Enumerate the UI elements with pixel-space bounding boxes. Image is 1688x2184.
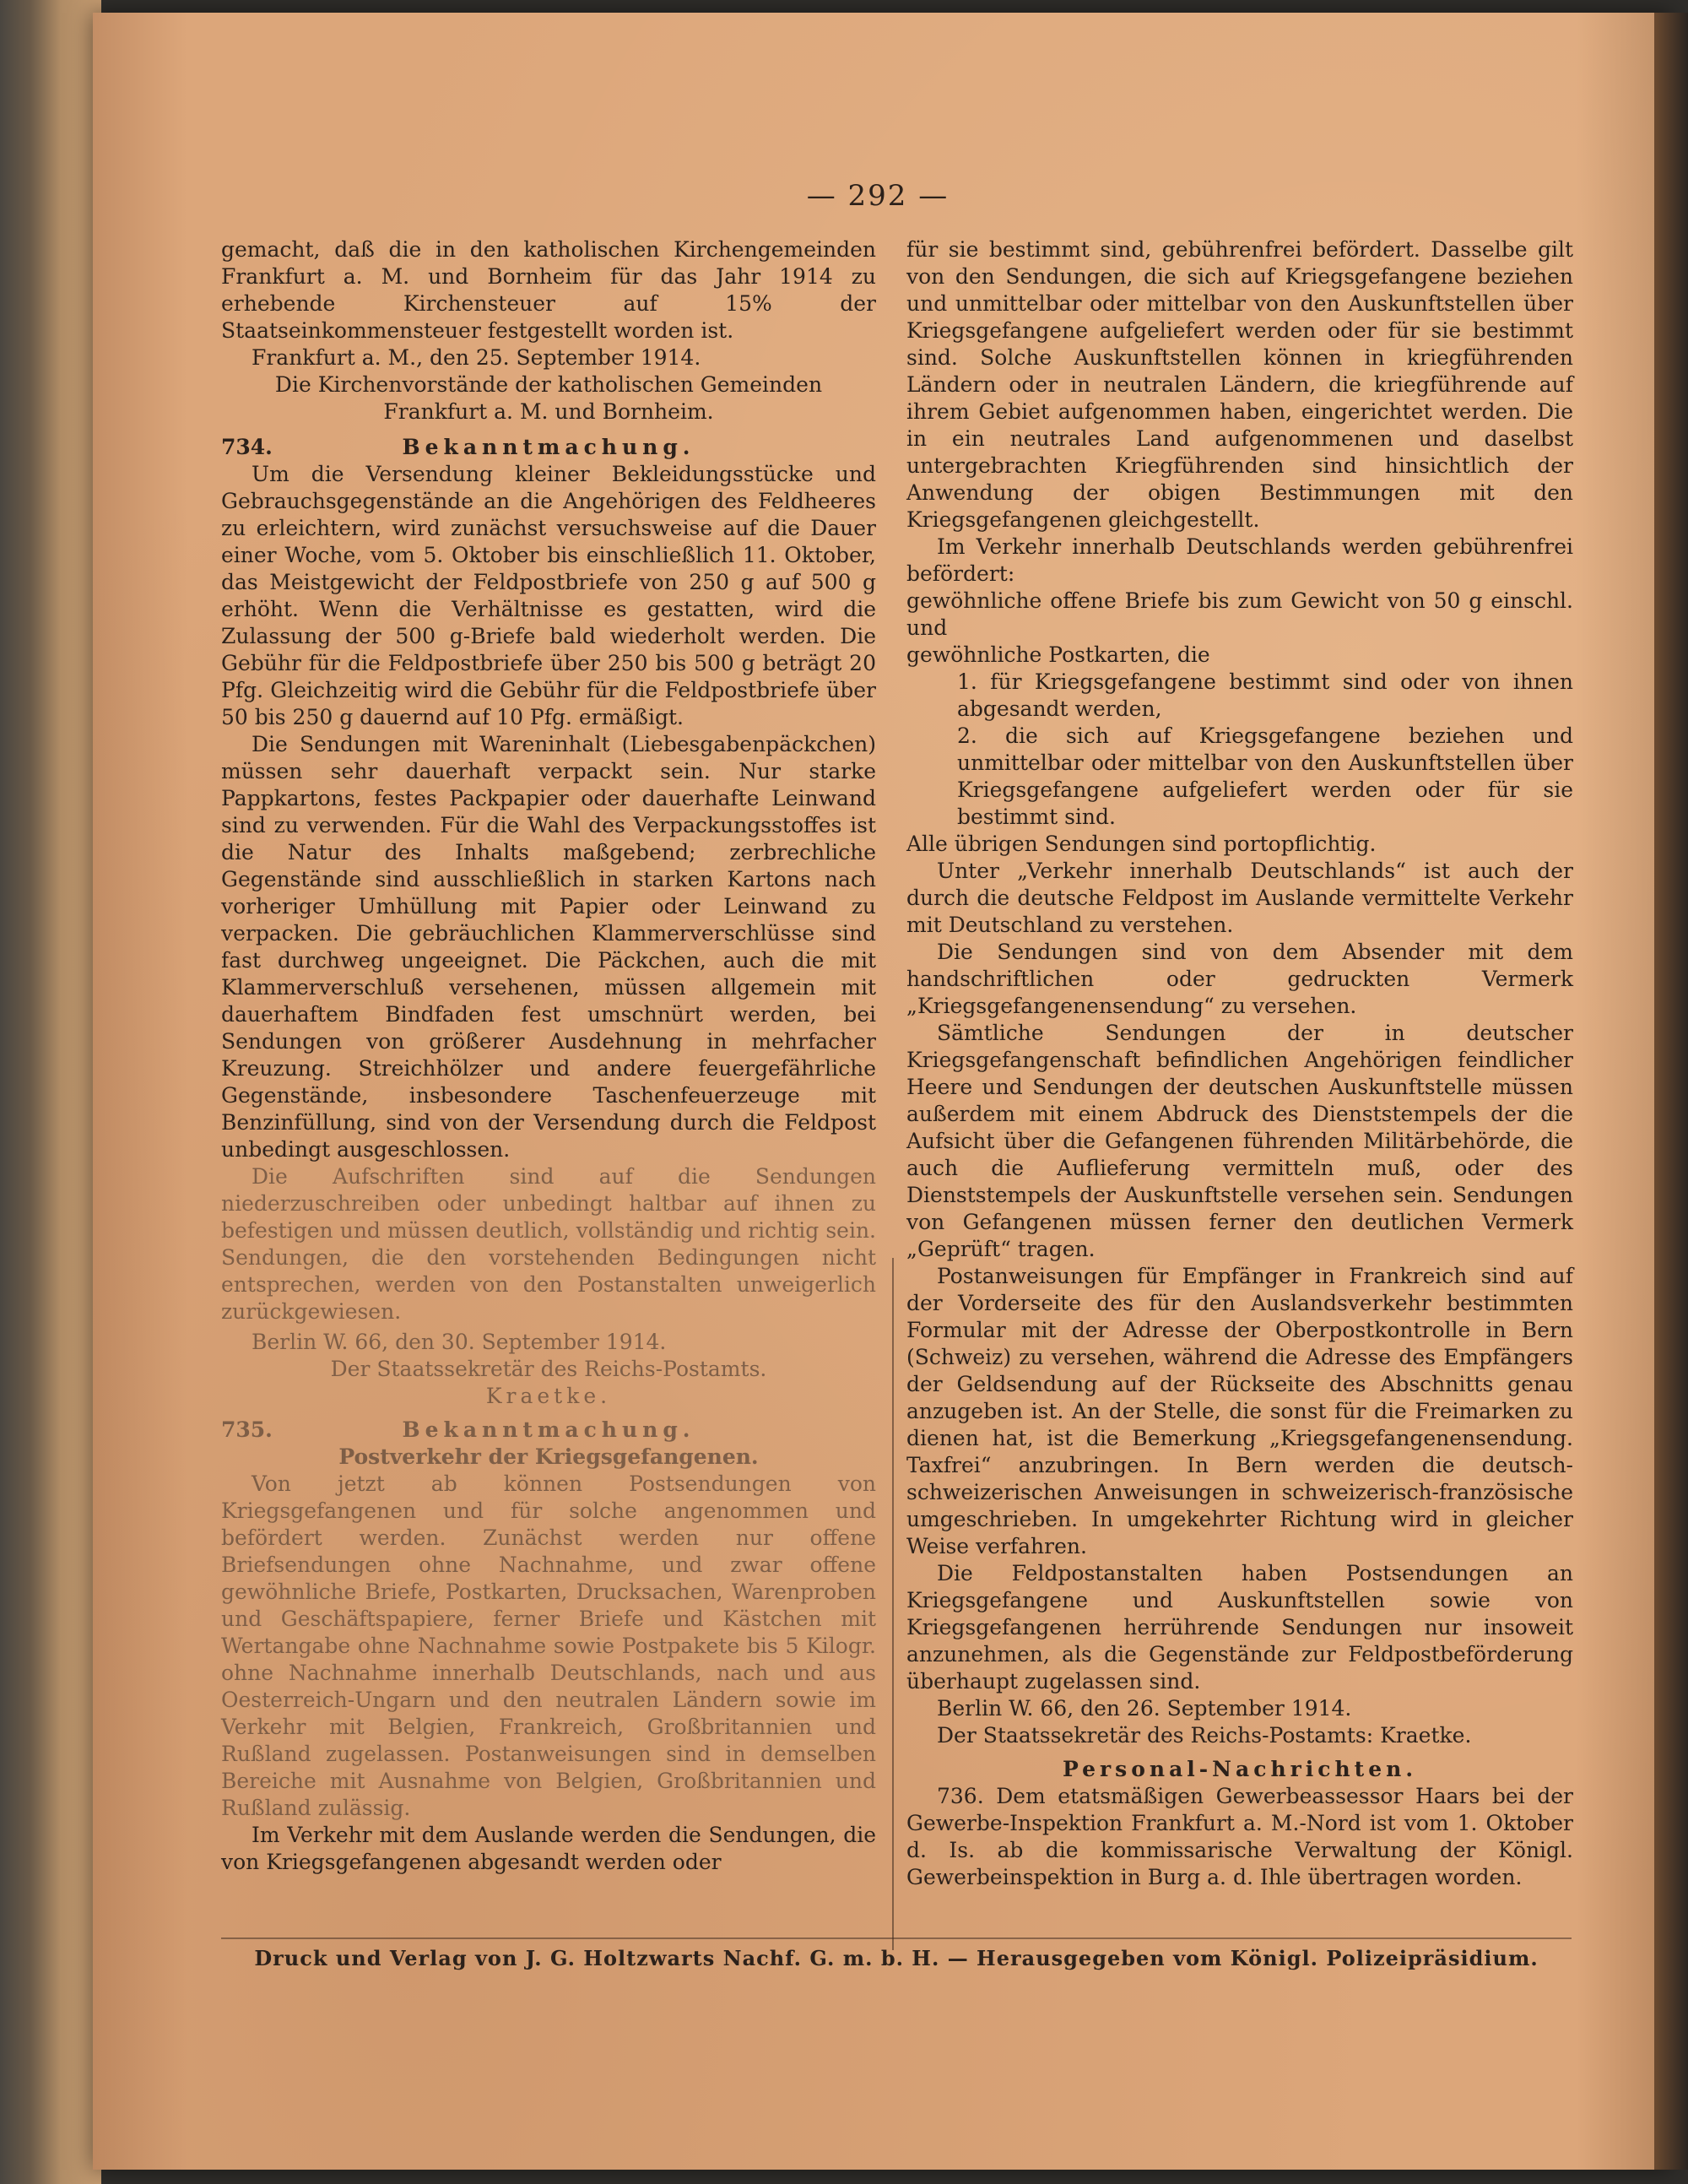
book-spine	[1654, 13, 1688, 2170]
notice-735-subtitle: Postverkehr der Kriegsgefangenen.	[338, 1444, 759, 1469]
field-post-paragraph: Die Feldpostanstalten haben Postsendungen an Kriegsgefangene und Auskunftstellen sowie von Kriegsgefangenen herrührende Sendungen nur insoweit anzunehmen, als die Gegenstände zur Feldpostbeförderung überhaupt zugelassen sind.	[906, 1561, 1573, 1694]
notice-734-signature-1: Der Staatssekretär des Reichs-Postamts.	[330, 1357, 767, 1381]
notice-734-paragraph-2: Die Sendungen mit Wareninhalt (Liebesgabenpäckchen) müssen sehr dauerhaft verpackt sein. Nur starke Pappkartons, festes Packpapier oder dauerhafte Leinwand sind zu verwenden. Für die Wahl des Verpackungsstoffes ist die Natur des Inhalts maßgebend; zerbrechliche Gegenstände sind ausschließlich in starken Kartons nach vorheriger Umhüllung mit Papier oder Leinwand zu verpacken. Die gebräuchlichen Klammerverschlüsse sind fast durchweg ungeeignet. Die Päckchen, auch die mit Klammerverschluß versehenen, müssen allgemein mit dauerhaftem Bindfaden fest umschnürt werden, bei Sendungen von größerer Ausdehnung in mehrfacher Kreuzung. Streichhölzer und andere feuergefährliche Gegenstände, insbesondere Taschenfeuerzeuge mit Benzinfüllung, sind von der Versendung durch die Feldpost unbedingt ausgeschlossen.	[221, 732, 876, 1162]
notice-735-heading	[221, 1417, 876, 1444]
notice-735-date: Berlin W. 66, den 26. September 1914.	[937, 1696, 1352, 1721]
page-number: — 292 —	[806, 179, 950, 213]
domestic-letters-item: gewöhnliche offene Briefe bis zum Gewicht von 50 g einschl. und	[906, 588, 1573, 640]
domestic-definition-paragraph: Unter „Verkehr innerhalb Deutschlands“ ist auch der durch die deutsche Feldpost im Auslande vermittelte Verkehr mit Deutschland zu verstehen.	[906, 859, 1573, 937]
imprint-footer: Druck und Verlag von J. G. Holtzwarts Nachf. G. m. b. H. — Herausgegeben vom Königl. Polizeipräsidium.	[221, 1937, 1572, 1970]
intro-signature-2: Frankfurt a. M. und Bornheim.	[383, 399, 714, 424]
intro-date: Frankfurt a. M., den 25. September 1914.	[252, 345, 701, 370]
column-divider	[892, 1258, 894, 1950]
notice-735-paragraph-2: Im Verkehr mit dem Auslande werden die Sendungen, die von Kriegsgefangenen abgesandt werden oder	[221, 1823, 876, 1874]
personnel-news-heading: Personal-Nachrichten.	[1062, 1757, 1418, 1781]
notice-734-title: Bekanntmachung.	[402, 435, 695, 459]
intro-text: gemacht, daß die in den katholischen Kirchengemeinden Frankfurt a. M. und Bornheim für das Jahr 1914 zu erhebende Kirchensteuer auf 15% der Staatseinkommensteuer festgestellt worden ist.	[221, 237, 876, 343]
notice-734-signature-2: Kraetke.	[485, 1384, 612, 1408]
notice-735-number: 735.	[221, 1417, 273, 1442]
notice-735-continued-paragraph: für sie bestimmt sind, gebührenfrei befördert. Dasselbe gilt von den Sendungen, die sich auf Kriegsgefangene beziehen und unmittelbar oder mittelbar von den Auskunftstellen über Kriegsgefangene aufgeliefert werden oder für sie bestimmt sind. Solche Auskunftstellen können in kriegführenden Ländern oder in neutralen Ländern, die kriegführende auf ihrem Gebiet aufgenommen haben, eingerichtet werden. Die in ein neutrales Land aufgenommenen und daselbst untergebrachten Kriegführenden sind hinsichtlich der Anwendung der obigen Bestimmungen mit den Kriegsgefangenen gleichgestellt.	[906, 237, 1573, 532]
domestic-traffic-paragraph: Im Verkehr innerhalb Deutschlands werden gebührenfrei befördert:	[906, 534, 1573, 586]
book-edge	[0, 0, 101, 2184]
intro-signature-1: Die Kirchenvorstände der katholischen Gemeinden	[274, 372, 823, 397]
notice-734-number: 734.	[221, 435, 273, 459]
notice-736-paragraph: 736. Dem etatsmäßigen Gewerbeassessor Haars bei der Gewerbe-Inspektion Frankfurt a. M.-Nord ist vom 1. Oktober d. Is. ab die kommissarische Verwaltung der Königl. Gewerbeinspektion in Burg a. d. Ihle übertragen worden.	[906, 1784, 1573, 1889]
right-column	[906, 236, 1573, 1925]
notice-735-paragraph-1: Von jetzt ab können Postsendungen von Kriegsgefangenen und für solche angenommen und befördert werden. Zunächst werden nur offene Briefsendungen ohne Nachnahme, und zwar offene gewöhnliche Briefe, Postkarten, Drucksachen, Warenproben und Geschäftspapiere, ferner Briefe und Kästchen mit Wertangabe ohne Nachnahme sowie Postpakete bis 5 Kilogr. ohne Nachnahme innerhalb Deutschlands, nach und aus Oesterreich-Ungarn und den neutralen Ländern sowie im Verkehr mit Belgien, Frankreich, Großbritannien und Rußland zugelassen. Postanweisungen sind in demselben Bereiche mit Ausnahme von Belgien, Großbritannien und Rußland zulässig.	[221, 1471, 876, 1820]
notice-735-title: Bekanntmachung.	[402, 1417, 695, 1442]
notice-734-heading	[221, 434, 876, 461]
domestic-postcards-item: gewöhnliche Postkarten, die	[906, 642, 1210, 667]
left-column	[221, 236, 876, 1925]
notice-734-paragraph-3: Die Aufschriften sind auf die Sendungen niederzuschreiben oder unbedingt haltbar auf ihnen zu befestigen und müssen deutlich, vollständig und richtig sein. Sendungen, die den vorstehenden Bedingungen nicht entsprechen, werden von den Postanstalten unweigerlich zurückgewiesen.	[221, 1164, 876, 1324]
list-item-1: 1. für Kriegsgefangene bestimmt sind oder von ihnen abgesandt werden,	[957, 669, 1573, 721]
notice-734-date: Berlin W. 66, den 30. September 1914.	[252, 1330, 667, 1354]
marking-paragraph: Die Sendungen sind von dem Absender mit dem handschriftlichen oder gedruckten Vermerk „Kriegsgefangenensendung“ zu versehen.	[906, 940, 1573, 1018]
money-order-paragraph: Postanweisungen für Empfänger in Frankreich sind auf der Vorderseite des für den Auslandsverkehr bestimmten Formular mit der Adresse der Oberpostkontrolle in Bern (Schweiz) zu versehen, während die Adresse des Empfängers der Geldsendung auf der Rückseite des Abschnitts genau anzugeben ist. An der Stelle, die sonst für die Freimarken zu dienen hat, ist die Bemerkung „Kriegsgefangenensendung. Taxfrei“ anzubringen. In Bern werden die deutsch-schweizerischen Anweisungen in schweizerisch-französische umgeschrieben. In umgekehrter Richtung wird in gleicher Weise verfahren.	[906, 1264, 1573, 1558]
list-item-2: 2. die sich auf Kriegsgefangene beziehen und unmittelbar oder mittelbar von den Auskunftstellen über Kriegsgefangene aufgeliefert werden oder für sie bestimmt sind.	[957, 723, 1573, 829]
notice-735-signature: Der Staatssekretär des Reichs-Postamts: Kraetke.	[937, 1723, 1472, 1748]
notice-734-paragraph-1: Um die Versendung kleiner Bekleidungsstücke und Gebrauchsgegenstände an die Angehörigen des Feldheeres zu erleichtern, wird zunächst versuchsweise auf die Dauer einer Woche, vom 5. Oktober bis einschließlich 11. Oktober, das Meistgewicht der Feldpostbriefe von 250 g auf 500 g erhöht. Wenn die Verhältnisse es gestatten, wird die Zulassung der 500 g-Briefe bald wiederholt werden. Die Gebühr für die Feldpostbriefe über 250 bis 500 g beträgt 20 Pfg. Gleichzeitig wird die Gebühr für die Feldpostbriefe über 50 bis 250 g dauernd auf 10 Pfg. ermäßigt.	[221, 462, 876, 729]
postage-required-note: Alle übrigen Sendungen sind portopflichtig.	[906, 832, 1377, 856]
stamp-paragraph: Sämtliche Sendungen der in deutscher Kriegsgefangenschaft befindlichen Angehörigen feindlicher Heere und Sendungen der deutschen Auskunftstelle müssen außerdem mit einem Abdruck des Dienststempels der die Aufsicht über die Gefangenen führenden Militärbehörde, die auch die Auflieferung vermitteln muß, oder des Dienststempels der Auskunftstelle versehen sein. Sendungen von Gefangenen müssen ferner den deutlichen Vermerk „Geprüft“ tragen.	[906, 1021, 1573, 1261]
